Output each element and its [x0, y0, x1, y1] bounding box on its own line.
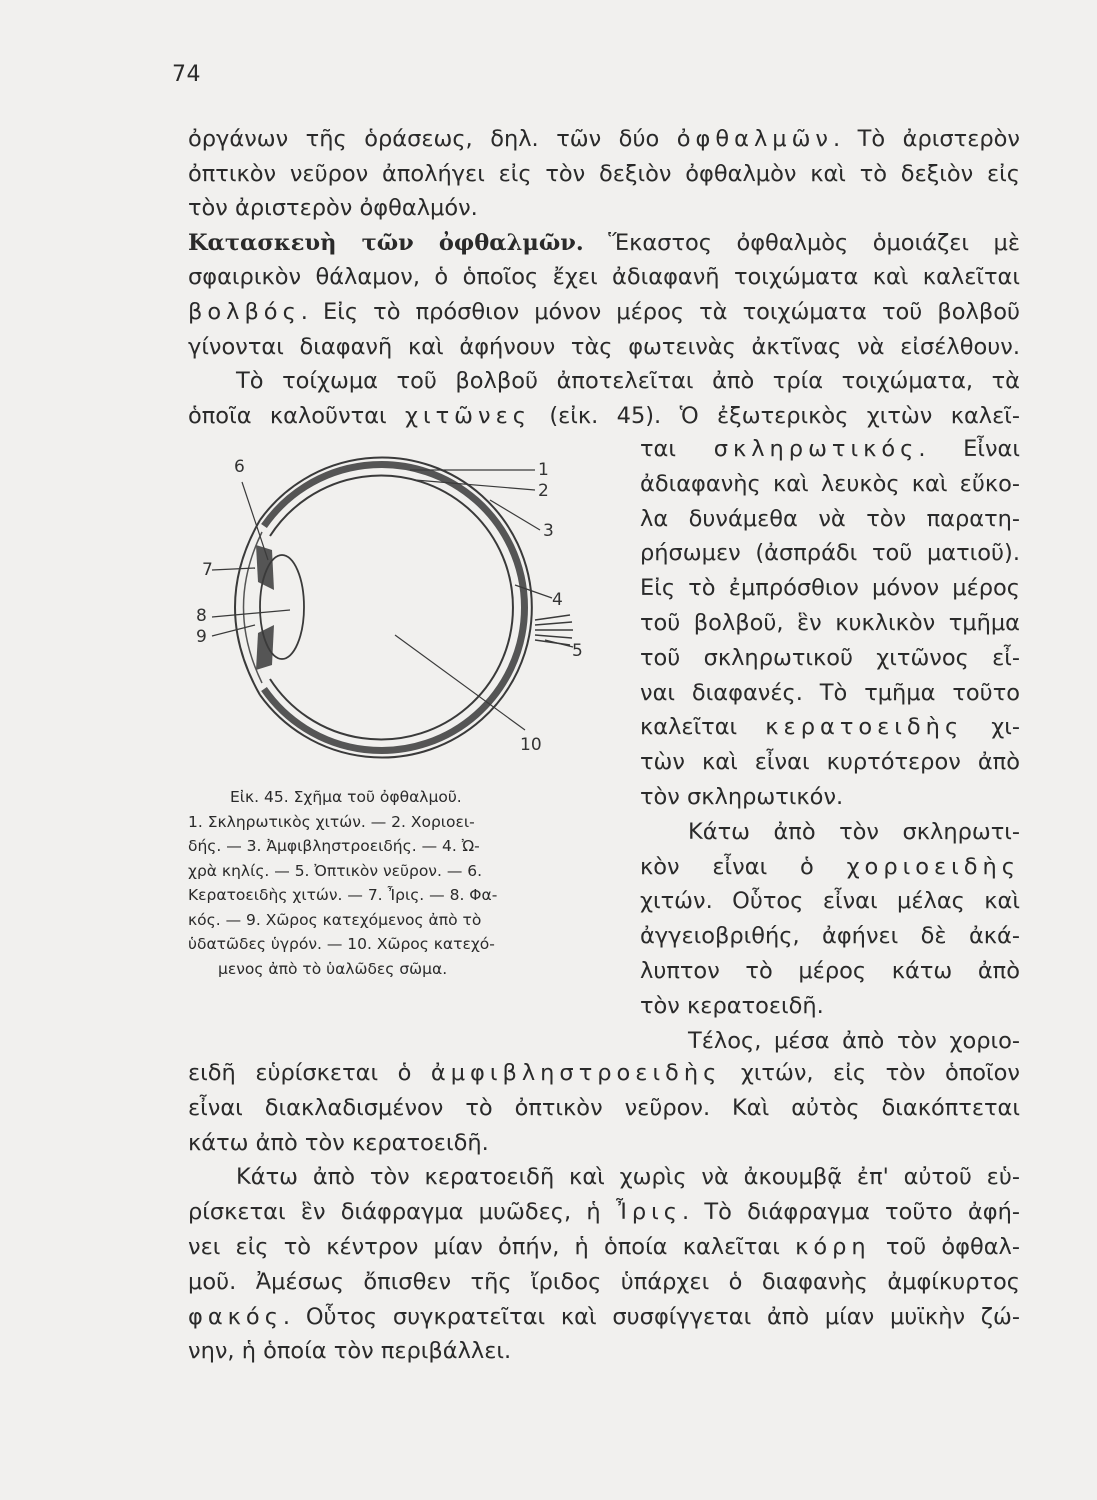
text-line	[188, 402, 1020, 429]
text-segment: Ἶρις	[615, 1199, 683, 1226]
text-segment: γίνονται διαφανῆ καὶ ἀφήνουν τὰς φωτεινὰς ἀκτῖνας νὰ εἰσέλθουν.	[188, 333, 1020, 360]
text-segment: ἀμφιβληστροειδὴς	[430, 1060, 722, 1086]
text-segment: κὸν εἶναι ὁ	[640, 853, 847, 880]
text-segment: χοριοειδὴς	[846, 853, 1020, 880]
text-line	[188, 333, 1020, 360]
text-line	[188, 1236, 1020, 1259]
fig-label-7: 7	[202, 560, 213, 580]
text-segment: λυπτον τὸ μέρος κάτω ἀπὸ	[640, 958, 1020, 984]
text-segment: κόρη	[795, 1234, 871, 1260]
caption-line: ὑδατῶδες ὑγρόν. — 10. Χῶρος κατεχό-	[188, 935, 495, 953]
text-segment: λα δυνάμεθα νὰ τὸν παρατη-	[640, 505, 1020, 532]
text-line	[640, 542, 1020, 565]
fig-label-10: 10	[520, 735, 542, 755]
text-line	[640, 716, 1020, 739]
text-segment: κάτω ἀπὸ τὸν κερατοειδῆ.	[188, 1129, 489, 1156]
text-segment: ται	[640, 436, 714, 462]
text-segment: τοῦ σκληρωτικοῦ χιτῶνος εἶ-	[640, 644, 1020, 671]
text-line	[236, 370, 1020, 393]
text-line	[640, 960, 1020, 983]
text-segment: τὸν ἀριστερὸν ὀφθαλμόν.	[188, 195, 478, 222]
text-segment: τοῦ ὀφθαλ-	[870, 1234, 1020, 1260]
text-segment: . Εἰς τὸ πρόσθιον μόνον μέρος τὰ τοιχώματα τοῦ βολβοῦ	[300, 299, 1020, 325]
text-line	[188, 1201, 1020, 1224]
caption-line: Εἰκ. 45. Σχῆμα τοῦ ὀφθαλμοῦ.	[230, 788, 462, 806]
text-segment: μοῦ. Ἀμέσως ὄπισθεν τῆς ἴριδος ὑπάρχει ὁ διαφανὴς ἀμφίκυρτος	[188, 1268, 1020, 1295]
text-segment: νει εἰς τὸ κέντρον μίαν ὀπήν, ἡ ὁποία καλεῖται	[188, 1234, 796, 1260]
text-segment: Κάτω ἀπὸ τὸν κερατοειδῆ καὶ χωρὶς νὰ ἀκουμβᾷ ἐπ' αὐτοῦ εὑ-	[236, 1164, 1020, 1191]
text-segment: χιτών, εἰς τὸν ὁποῖον	[721, 1060, 1020, 1086]
text-segment: ρήσωμεν (ἀσπράδι τοῦ ματιοῦ).	[640, 540, 1020, 567]
text-segment: ναι διαφανές. Τὸ τμῆμα τοῦτο	[640, 679, 1020, 706]
caption-line: δής. — 3. Ἀμφιβληστροειδής. — 4. Ὠ-	[188, 837, 480, 855]
text-segment: τὸν σκληρωτικόν.	[640, 784, 844, 810]
text-segment: χιτών. Οὗτος εἶναι μέλας καὶ	[640, 888, 1020, 915]
text-line	[188, 229, 1020, 256]
text-segment: Κατασκευὴ τῶν ὀφθαλμῶν.	[188, 229, 584, 256]
lens-outline	[260, 555, 304, 659]
page-number: 74	[172, 62, 201, 87]
text-line	[188, 1340, 1020, 1363]
text-line	[188, 1062, 1020, 1085]
text-line	[640, 751, 1020, 774]
text-segment: τὼν καὶ εἶναι κυρτότερον ἀπὸ	[640, 749, 1020, 776]
text-line	[640, 890, 1020, 913]
text-line	[640, 577, 1020, 600]
caption-line: Κερατοειδὴς χιτών. — 7. Ἶρις. — 8. Φα-	[188, 886, 498, 904]
text-segment: φακός	[188, 1303, 283, 1330]
text-line	[640, 644, 1020, 671]
optic-nerve	[535, 615, 573, 645]
text-segment: χι-	[963, 714, 1020, 741]
text-segment: . Εἶναι	[918, 436, 1020, 462]
fig-label-9: 9	[196, 627, 207, 647]
text-segment: Τέλος, μέσα ἀπὸ τὸν χοριο-	[688, 1027, 1020, 1054]
text-line	[640, 612, 1020, 635]
text-segment: ὀφθαλμῶν	[676, 126, 833, 152]
text-segment: . Τὸ ἀριστερὸν	[833, 126, 1020, 152]
text-line	[640, 992, 1020, 1019]
text-segment: σφαιρικὸν θάλαμον, ὁ ὁποῖος ἔχει ἀδιαφανῆ τοιχώματα καὶ καλεῖται	[188, 264, 1020, 291]
fig-label-2: 2	[538, 481, 549, 501]
text-segment: τὸν κερατοειδῆ.	[640, 992, 824, 1019]
caption-line: 1. Σκληρωτικὸς χιτών. — 2. Χοριοει-	[188, 812, 475, 831]
fig-label-5: 5	[572, 641, 583, 661]
text-segment: ὀπτικὸν νεῦρον ἀπολήγει εἰς τὸν δεξιὸν ὀφθαλμὸν καὶ τὸ δεξιὸν εἰς	[188, 160, 1020, 187]
text-segment: καλεῖται	[640, 714, 766, 741]
text-line	[188, 301, 1020, 324]
caption-line: κός. — 9. Χῶρος κατεχόμενος ἀπὸ τὸ	[188, 910, 482, 929]
text-line	[688, 818, 1020, 845]
text-segment: . Οὗτος συγκρατεῖται καὶ συσφίγγεται ἀπὸ μίαν μυϊκὴν ζώ-	[282, 1303, 1020, 1330]
eye-diagram	[190, 450, 610, 780]
fig-label-4: 4	[552, 590, 563, 610]
text-segment: ὁποῖα καλοῦνται	[188, 402, 406, 429]
text-line	[640, 505, 1020, 532]
text-line	[640, 853, 1020, 880]
caption-line: μενος ἀπὸ τὸ ὑαλῶδες σῶμα.	[218, 959, 448, 978]
text-segment: χιτῶνες	[405, 402, 531, 429]
text-line	[640, 470, 1020, 497]
fig-label-1: 1	[538, 460, 549, 480]
text-segment: ρίσκεται ἓν διάφραγμα μυῶδες, ἡ	[188, 1199, 616, 1226]
text-segment: σκληρωτικός	[713, 436, 919, 462]
caption-line: χρὰ κηλίς. — 5. Ὀπτικὸν νεῦρον. — 6.	[188, 861, 483, 880]
text-line	[640, 786, 1020, 809]
text-line	[236, 1166, 1020, 1189]
choroid-band	[264, 465, 525, 751]
text-segment: ὀργάνων τῆς ὁράσεως, δηλ. τῶν δύο	[188, 126, 677, 152]
fig-label-3: 3	[543, 521, 554, 541]
text-line	[640, 679, 1020, 706]
text-line	[188, 1268, 1020, 1295]
text-segment: τοῦ βολβοῦ, ἓν κυκλικὸν τμῆμα	[640, 610, 1020, 636]
text-line	[640, 925, 1020, 948]
text-segment: ειδῆ εὑρίσκεται ὁ	[188, 1060, 431, 1086]
text-line	[640, 438, 1020, 461]
text-segment: νην, ἡ ὁποία τὸν περιβάλλει.	[188, 1338, 512, 1365]
text-line	[688, 1027, 1020, 1054]
text-line	[188, 197, 1020, 220]
text-segment: Εἰς τὸ ἐμπρόσθιον μόνον μέρος	[640, 575, 1020, 602]
text-line	[188, 1094, 1020, 1121]
text-segment: Ἕκαστος ὀφθαλμὸς ὁμοιάζει μὲ	[583, 229, 1020, 256]
text-segment: ἀδιαφανὴς καὶ λευκὸς καὶ εὔκο-	[640, 470, 1020, 497]
fig-label-8: 8	[196, 606, 207, 626]
text-segment: Τὸ τοίχωμα τοῦ βολβοῦ ἀποτελεῖται ἀπὸ τρία τοιχώματα, τὰ	[236, 368, 1020, 395]
text-line	[188, 160, 1020, 187]
text-segment: ἀγγειοβριθής, ἀφήνει δὲ ἀκά-	[640, 923, 1020, 950]
retina-outline	[270, 476, 513, 740]
iris-lower	[256, 625, 274, 670]
text-line	[188, 1129, 1020, 1156]
text-segment: εἶναι διακλαδισμένον τὸ ὀπτικὸν νεῦρον. Καὶ αὐτὸς διακόπτεται	[188, 1094, 1020, 1121]
text-segment: . Τὸ διάφραγμα τοῦτο ἀφή-	[682, 1199, 1020, 1226]
fig-label-6: 6	[234, 457, 245, 477]
text-segment: Κάτω ἀπὸ τὸν σκληρωτι-	[688, 818, 1020, 845]
text-segment: βολβός	[188, 299, 301, 325]
text-segment: κερατοειδὴς	[765, 714, 964, 741]
text-line	[188, 1303, 1020, 1330]
text-line	[188, 128, 1020, 151]
text-line	[188, 266, 1020, 289]
text-segment: (εἰκ. 45). Ὁ ἐξωτερικὸς χιτὼν καλεῖ-	[530, 402, 1020, 429]
